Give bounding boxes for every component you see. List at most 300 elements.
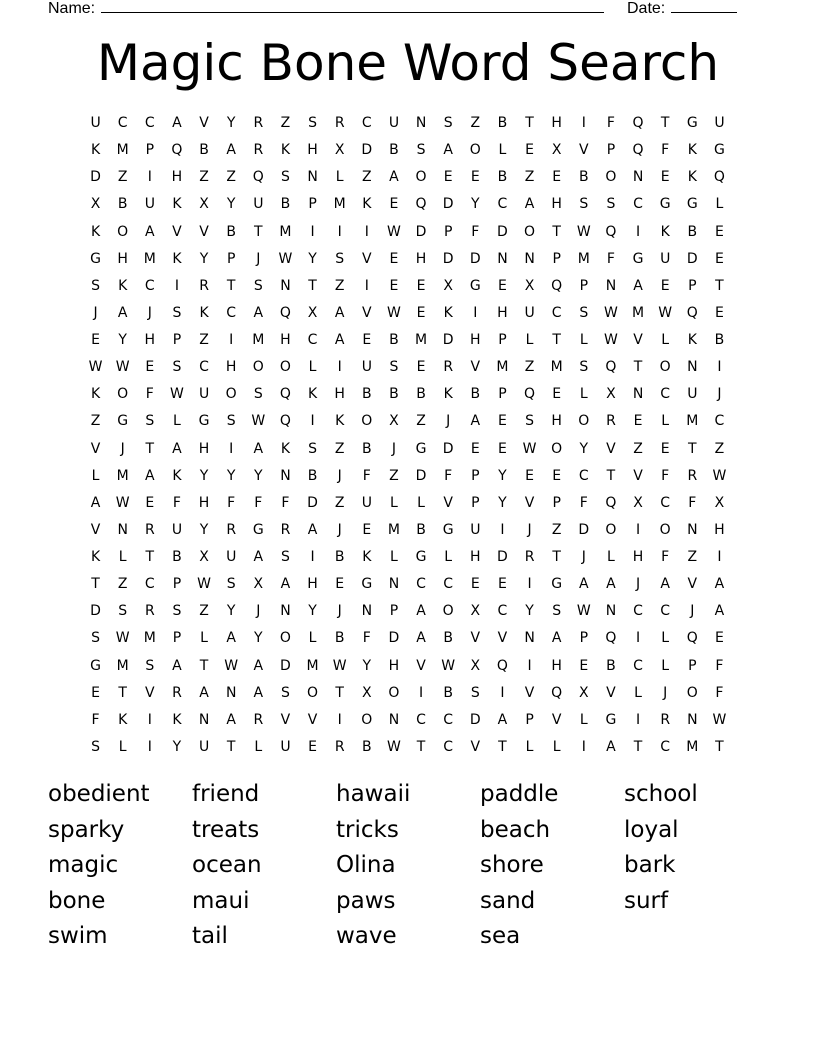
grid-cell[interactable]: Y bbox=[498, 494, 507, 511]
grid-cell[interactable]: N bbox=[280, 603, 291, 620]
grid-cell[interactable]: V bbox=[362, 304, 372, 321]
grid-cell[interactable]: T bbox=[199, 657, 209, 674]
grid-cell[interactable]: E bbox=[416, 359, 426, 376]
grid-cell[interactable]: D bbox=[469, 711, 481, 728]
grid-cell[interactable]: E bbox=[498, 440, 507, 457]
grid-cell[interactable]: A bbox=[470, 413, 481, 430]
grid-cell[interactable]: T bbox=[335, 684, 344, 701]
grid-cell[interactable]: W bbox=[115, 494, 130, 511]
grid-cell[interactable]: D bbox=[497, 549, 508, 565]
grid-cell[interactable]: I bbox=[717, 359, 722, 376]
grid-cell[interactable]: B bbox=[606, 657, 616, 674]
grid-cell[interactable]: A bbox=[280, 576, 291, 593]
grid-cell[interactable]: N bbox=[687, 359, 698, 376]
grid-cell[interactable]: I bbox=[229, 332, 234, 348]
grid-cell[interactable]: I bbox=[635, 223, 641, 240]
grid-cell[interactable]: Z bbox=[551, 521, 562, 538]
grid-cell[interactable]: K bbox=[172, 250, 182, 267]
grid-cell[interactable]: E bbox=[552, 169, 562, 186]
grid-cell[interactable]: I bbox=[364, 277, 369, 294]
grid-cell[interactable]: E bbox=[470, 169, 480, 186]
grid-cell[interactable]: W bbox=[658, 304, 673, 321]
grid-cell[interactable]: X bbox=[199, 549, 209, 565]
grid-cell[interactable]: R bbox=[524, 549, 535, 565]
grid-cell[interactable]: S bbox=[525, 413, 534, 430]
grid-cell[interactable]: D bbox=[361, 142, 373, 159]
grid-cell[interactable]: I bbox=[717, 549, 722, 565]
grid-cell[interactable]: D bbox=[442, 196, 454, 213]
grid-cell[interactable]: C bbox=[633, 657, 643, 674]
grid-cell[interactable]: U bbox=[660, 250, 671, 267]
grid-cell[interactable]: E bbox=[335, 576, 345, 593]
grid-cell[interactable]: G bbox=[442, 521, 454, 538]
grid-cell[interactable]: E bbox=[633, 413, 643, 430]
grid-cell[interactable]: T bbox=[552, 549, 561, 565]
grid-cell[interactable]: S bbox=[606, 196, 616, 213]
grid-cell[interactable]: Q bbox=[171, 142, 183, 159]
grid-cell[interactable]: Z bbox=[199, 603, 209, 620]
grid-cell[interactable]: A bbox=[660, 576, 670, 593]
grid-cell[interactable]: W bbox=[224, 657, 239, 674]
grid-cell[interactable]: S bbox=[470, 684, 480, 701]
grid-cell[interactable]: U bbox=[361, 494, 372, 511]
grid-cell[interactable]: Q bbox=[279, 413, 291, 430]
grid-cell[interactable]: W bbox=[251, 413, 266, 430]
grid-cell[interactable]: W bbox=[115, 359, 130, 376]
grid-cell[interactable]: P bbox=[606, 142, 616, 159]
grid-cell[interactable]: E bbox=[443, 169, 453, 186]
grid-cell[interactable]: D bbox=[442, 440, 454, 457]
grid-cell[interactable]: N bbox=[632, 386, 644, 403]
grid-cell[interactable]: K bbox=[90, 549, 101, 565]
grid-cell[interactable]: I bbox=[310, 413, 315, 430]
grid-cell[interactable]: Y bbox=[525, 603, 534, 620]
grid-cell[interactable]: T bbox=[715, 277, 724, 294]
grid-cell[interactable]: A bbox=[334, 304, 345, 321]
grid-cell[interactable]: A bbox=[253, 440, 264, 457]
grid-cell[interactable]: T bbox=[498, 738, 507, 755]
grid-cell[interactable]: F bbox=[471, 223, 480, 240]
grid-cell[interactable]: R bbox=[253, 711, 264, 728]
grid-cell[interactable]: M bbox=[333, 196, 346, 213]
grid-cell[interactable]: A bbox=[606, 738, 616, 755]
grid-cell[interactable]: M bbox=[116, 142, 129, 159]
grid-cell[interactable]: H bbox=[388, 657, 400, 674]
grid-cell[interactable]: I bbox=[147, 711, 152, 728]
grid-cell[interactable]: T bbox=[416, 738, 426, 755]
grid-cell[interactable]: X bbox=[307, 304, 318, 321]
grid-cell[interactable]: V bbox=[145, 684, 155, 701]
grid-cell[interactable]: Z bbox=[633, 440, 643, 457]
grid-cell[interactable]: H bbox=[632, 549, 644, 565]
grid-cell[interactable]: P bbox=[389, 603, 399, 620]
grid-cell[interactable]: L bbox=[661, 630, 670, 647]
grid-cell[interactable]: F bbox=[606, 115, 615, 131]
grid-cell[interactable]: F bbox=[579, 494, 588, 511]
grid-cell[interactable]: I bbox=[581, 738, 586, 755]
grid-cell[interactable]: L bbox=[634, 684, 642, 701]
grid-cell[interactable]: C bbox=[660, 603, 671, 620]
grid-cell[interactable]: W bbox=[387, 738, 401, 755]
grid-cell[interactable]: A bbox=[443, 142, 453, 159]
grid-cell[interactable]: L bbox=[552, 738, 561, 755]
grid-cell[interactable]: S bbox=[308, 440, 317, 457]
grid-cell[interactable]: V bbox=[524, 494, 535, 511]
grid-cell[interactable]: J bbox=[337, 467, 342, 484]
grid-cell[interactable]: X bbox=[524, 277, 535, 294]
grid-cell[interactable]: T bbox=[254, 223, 263, 240]
grid-cell[interactable]: A bbox=[226, 142, 236, 159]
grid-cell[interactable]: U bbox=[198, 386, 210, 403]
grid-cell[interactable]: F bbox=[606, 250, 615, 267]
grid-cell[interactable]: S bbox=[280, 684, 290, 701]
grid-cell[interactable]: H bbox=[714, 521, 725, 538]
grid-cell[interactable]: S bbox=[172, 359, 182, 376]
grid-cell[interactable]: H bbox=[225, 359, 237, 376]
grid-cell[interactable]: U bbox=[470, 521, 481, 538]
grid-cell[interactable]: E bbox=[416, 277, 426, 294]
grid-cell[interactable]: S bbox=[253, 386, 263, 403]
grid-cell[interactable]: N bbox=[524, 630, 535, 647]
grid-cell[interactable]: H bbox=[198, 494, 210, 511]
grid-cell[interactable]: J bbox=[717, 386, 722, 403]
grid-cell[interactable]: A bbox=[145, 467, 155, 484]
grid-cell[interactable]: T bbox=[552, 223, 561, 240]
grid-cell[interactable]: Q bbox=[279, 304, 291, 321]
grid-cell[interactable]: Y bbox=[172, 738, 182, 755]
grid-cell[interactable]: R bbox=[144, 603, 155, 620]
grid-cell[interactable]: I bbox=[310, 549, 315, 565]
grid-cell[interactable]: B bbox=[362, 440, 372, 457]
grid-cell[interactable]: K bbox=[443, 386, 453, 403]
grid-cell[interactable]: A bbox=[714, 603, 725, 620]
grid-cell[interactable]: E bbox=[525, 142, 534, 159]
grid-cell[interactable]: V bbox=[606, 440, 616, 457]
grid-cell[interactable]: X bbox=[199, 196, 209, 213]
grid-cell[interactable]: Q bbox=[279, 386, 291, 403]
grid-cell[interactable]: E bbox=[552, 386, 562, 403]
grid-cell[interactable]: N bbox=[388, 711, 400, 728]
grid-cell[interactable]: Z bbox=[524, 359, 535, 376]
grid-cell[interactable]: T bbox=[118, 684, 127, 701]
grid-cell[interactable]: E bbox=[525, 467, 534, 484]
grid-cell[interactable]: M bbox=[577, 250, 590, 267]
grid-cell[interactable]: V bbox=[687, 576, 698, 593]
grid-cell[interactable]: O bbox=[469, 142, 481, 159]
grid-cell[interactable]: B bbox=[416, 386, 426, 403]
grid-cell[interactable]: Y bbox=[308, 603, 317, 620]
grid-cell[interactable]: N bbox=[280, 277, 291, 294]
grid-cell[interactable]: H bbox=[307, 142, 318, 159]
grid-cell[interactable]: E bbox=[498, 576, 507, 593]
grid-cell[interactable]: N bbox=[198, 711, 210, 728]
grid-cell[interactable]: H bbox=[415, 250, 427, 267]
grid-cell[interactable]: M bbox=[116, 467, 129, 484]
grid-cell[interactable]: Q bbox=[632, 142, 644, 159]
grid-cell[interactable]: M bbox=[116, 657, 129, 674]
grid-cell[interactable]: N bbox=[632, 169, 644, 186]
grid-cell[interactable]: K bbox=[335, 413, 345, 430]
grid-cell[interactable]: Z bbox=[334, 440, 345, 457]
grid-cell[interactable]: W bbox=[197, 576, 211, 593]
grid-cell[interactable]: B bbox=[497, 115, 508, 131]
grid-cell[interactable]: E bbox=[715, 223, 724, 240]
grid-cell[interactable]: P bbox=[579, 277, 589, 294]
grid-cell[interactable]: Y bbox=[308, 250, 317, 267]
grid-cell[interactable]: W bbox=[604, 332, 618, 348]
grid-cell[interactable]: K bbox=[172, 711, 182, 728]
grid-cell[interactable]: G bbox=[361, 576, 373, 593]
grid-cell[interactable]: A bbox=[226, 630, 236, 647]
grid-cell[interactable]: B bbox=[416, 521, 426, 538]
grid-cell[interactable]: L bbox=[661, 332, 670, 348]
grid-cell[interactable]: U bbox=[388, 115, 400, 131]
grid-cell[interactable]: H bbox=[198, 440, 210, 457]
grid-cell[interactable]: C bbox=[361, 115, 372, 131]
grid-cell[interactable]: J bbox=[256, 603, 261, 620]
grid-cell[interactable]: O bbox=[605, 521, 617, 538]
grid-cell[interactable]: Z bbox=[117, 169, 128, 186]
grid-cell[interactable]: F bbox=[362, 467, 371, 484]
grid-cell[interactable]: L bbox=[607, 549, 615, 565]
grid-cell[interactable]: I bbox=[418, 684, 424, 701]
grid-cell[interactable]: R bbox=[199, 277, 209, 294]
grid-cell[interactable]: B bbox=[334, 630, 345, 647]
grid-cell[interactable]: Z bbox=[226, 169, 236, 186]
grid-cell[interactable]: B bbox=[443, 630, 453, 647]
grid-cell[interactable]: U bbox=[144, 196, 155, 213]
grid-cell[interactable]: C bbox=[633, 603, 643, 620]
grid-cell[interactable]: L bbox=[661, 413, 670, 430]
grid-cell[interactable]: K bbox=[118, 277, 128, 294]
grid-cell[interactable]: J bbox=[337, 603, 342, 620]
grid-cell[interactable]: H bbox=[470, 332, 481, 348]
grid-cell[interactable]: O bbox=[279, 630, 291, 647]
grid-cell[interactable]: P bbox=[443, 223, 453, 240]
grid-cell[interactable]: G bbox=[659, 196, 671, 213]
name-blank-line[interactable] bbox=[101, 0, 604, 13]
grid-cell[interactable]: X bbox=[551, 142, 562, 159]
grid-cell[interactable]: B bbox=[579, 169, 589, 186]
grid-cell[interactable]: G bbox=[686, 115, 698, 131]
grid-cell[interactable]: I bbox=[337, 711, 342, 728]
grid-cell[interactable]: T bbox=[525, 115, 534, 131]
grid-cell[interactable]: R bbox=[660, 711, 671, 728]
grid-cell[interactable]: C bbox=[144, 576, 155, 593]
grid-cell[interactable]: D bbox=[497, 223, 508, 240]
grid-cell[interactable]: Z bbox=[524, 169, 535, 186]
grid-cell[interactable]: M bbox=[279, 223, 292, 240]
grid-cell[interactable]: V bbox=[280, 711, 291, 728]
grid-cell[interactable]: D bbox=[90, 603, 101, 620]
grid-cell[interactable]: V bbox=[362, 250, 372, 267]
grid-cell[interactable]: P bbox=[579, 630, 589, 647]
grid-cell[interactable]: V bbox=[470, 738, 481, 755]
grid-cell[interactable]: Z bbox=[389, 467, 399, 484]
grid-cell[interactable]: L bbox=[118, 738, 127, 755]
grid-cell[interactable]: E bbox=[91, 684, 100, 701]
grid-cell[interactable]: C bbox=[497, 196, 508, 213]
grid-cell[interactable]: Q bbox=[632, 115, 644, 131]
grid-cell[interactable]: X bbox=[606, 386, 616, 403]
grid-cell[interactable]: D bbox=[280, 657, 291, 674]
grid-cell[interactable]: G bbox=[90, 657, 101, 674]
grid-cell[interactable]: S bbox=[579, 196, 589, 213]
grid-cell[interactable]: P bbox=[226, 250, 236, 267]
grid-cell[interactable]: I bbox=[500, 684, 505, 701]
grid-cell[interactable]: W bbox=[387, 223, 401, 240]
grid-cell[interactable]: H bbox=[497, 304, 508, 321]
grid-cell[interactable]: B bbox=[497, 169, 508, 186]
grid-cell[interactable]: T bbox=[226, 277, 236, 294]
grid-cell[interactable]: N bbox=[605, 603, 617, 620]
grid-cell[interactable]: S bbox=[226, 576, 236, 593]
grid-cell[interactable]: A bbox=[117, 304, 128, 321]
grid-cell[interactable]: U bbox=[171, 521, 183, 538]
grid-cell[interactable]: J bbox=[256, 250, 261, 267]
grid-cell[interactable]: H bbox=[280, 332, 291, 348]
grid-cell[interactable]: G bbox=[198, 413, 210, 430]
grid-cell[interactable]: G bbox=[90, 250, 101, 267]
grid-cell[interactable]: J bbox=[690, 603, 695, 620]
grid-cell[interactable]: B bbox=[362, 738, 372, 755]
grid-cell[interactable]: C bbox=[714, 413, 725, 430]
grid-cell[interactable]: E bbox=[579, 657, 589, 674]
grid-cell[interactable]: E bbox=[362, 332, 372, 348]
grid-cell[interactable]: A bbox=[524, 196, 535, 213]
grid-cell[interactable]: Z bbox=[362, 169, 372, 186]
grid-cell[interactable]: G bbox=[632, 250, 644, 267]
grid-cell[interactable]: W bbox=[441, 657, 456, 674]
grid-cell[interactable]: D bbox=[90, 169, 101, 186]
grid-cell[interactable]: K bbox=[90, 386, 101, 403]
grid-cell[interactable]: O bbox=[388, 684, 400, 701]
grid-cell[interactable]: K bbox=[307, 386, 318, 403]
grid-cell[interactable]: F bbox=[661, 549, 670, 565]
grid-cell[interactable]: B bbox=[334, 549, 345, 565]
grid-cell[interactable]: A bbox=[497, 711, 508, 728]
grid-cell[interactable]: L bbox=[390, 494, 398, 511]
grid-cell[interactable]: L bbox=[417, 494, 425, 511]
grid-cell[interactable]: Q bbox=[605, 494, 617, 511]
grid-cell[interactable]: N bbox=[280, 467, 291, 484]
grid-cell[interactable]: A bbox=[633, 277, 643, 294]
grid-cell[interactable]: N bbox=[307, 169, 318, 186]
grid-cell[interactable]: H bbox=[551, 115, 562, 131]
grid-cell[interactable]: M bbox=[252, 332, 265, 348]
grid-cell[interactable]: E bbox=[91, 332, 100, 348]
grid-cell[interactable]: K bbox=[362, 196, 372, 213]
grid-cell[interactable]: O bbox=[605, 169, 617, 186]
grid-cell[interactable]: E bbox=[145, 494, 155, 511]
grid-cell[interactable]: Q bbox=[713, 169, 725, 186]
grid-cell[interactable]: F bbox=[227, 494, 236, 511]
date-blank-line[interactable] bbox=[671, 0, 737, 13]
grid-cell[interactable]: L bbox=[91, 467, 100, 484]
grid-cell[interactable]: A bbox=[145, 223, 155, 240]
grid-cell[interactable]: D bbox=[442, 332, 454, 348]
grid-cell[interactable]: P bbox=[145, 142, 155, 159]
grid-cell[interactable]: X bbox=[90, 196, 101, 213]
grid-cell[interactable]: P bbox=[552, 250, 561, 267]
grid-cell[interactable]: F bbox=[661, 142, 670, 159]
grid-cell[interactable]: I bbox=[310, 223, 315, 240]
grid-cell[interactable]: D bbox=[469, 250, 481, 267]
grid-cell[interactable]: Y bbox=[579, 440, 589, 457]
grid-cell[interactable]: H bbox=[171, 169, 183, 186]
grid-cell[interactable]: S bbox=[416, 142, 426, 159]
grid-cell[interactable]: A bbox=[334, 332, 345, 348]
grid-cell[interactable]: R bbox=[226, 521, 237, 538]
grid-cell[interactable]: O bbox=[307, 684, 319, 701]
grid-cell[interactable]: A bbox=[172, 115, 182, 131]
grid-cell[interactable]: P bbox=[172, 630, 182, 647]
grid-cell[interactable]: E bbox=[389, 250, 399, 267]
grid-cell[interactable]: X bbox=[253, 576, 264, 593]
grid-cell[interactable]: W bbox=[115, 630, 130, 647]
grid-cell[interactable]: F bbox=[254, 494, 263, 511]
grid-cell[interactable]: V bbox=[199, 223, 209, 240]
grid-cell[interactable]: J bbox=[337, 521, 342, 538]
grid-cell[interactable]: L bbox=[579, 386, 588, 403]
grid-cell[interactable]: I bbox=[581, 115, 586, 131]
grid-cell[interactable]: K bbox=[280, 440, 291, 457]
grid-cell[interactable]: K bbox=[118, 711, 128, 728]
grid-cell[interactable]: B bbox=[470, 386, 481, 403]
grid-cell[interactable]: O bbox=[252, 359, 264, 376]
grid-cell[interactable]: O bbox=[524, 223, 536, 240]
grid-cell[interactable]: X bbox=[633, 494, 643, 511]
grid-cell[interactable]: R bbox=[334, 738, 345, 755]
grid-cell[interactable]: L bbox=[118, 549, 127, 565]
grid-cell[interactable]: C bbox=[660, 738, 671, 755]
grid-cell[interactable]: T bbox=[552, 332, 561, 348]
grid-cell[interactable]: C bbox=[443, 738, 454, 755]
grid-cell[interactable]: L bbox=[498, 142, 507, 159]
grid-cell[interactable]: W bbox=[712, 467, 727, 484]
grid-cell[interactable]: O bbox=[659, 521, 671, 538]
grid-cell[interactable]: W bbox=[604, 304, 618, 321]
grid-cell[interactable]: V bbox=[90, 440, 101, 457]
grid-cell[interactable]: E bbox=[498, 413, 507, 430]
grid-cell[interactable]: A bbox=[172, 440, 182, 457]
grid-cell[interactable]: X bbox=[579, 684, 589, 701]
grid-cell[interactable]: O bbox=[659, 359, 671, 376]
grid-cell[interactable]: L bbox=[579, 711, 588, 728]
grid-cell[interactable]: B bbox=[117, 196, 128, 213]
grid-cell[interactable]: K bbox=[687, 169, 697, 186]
grid-cell[interactable]: X bbox=[470, 657, 481, 674]
grid-cell[interactable]: Z bbox=[90, 413, 101, 430]
grid-cell[interactable]: C bbox=[443, 711, 454, 728]
grid-cell[interactable]: T bbox=[606, 467, 616, 484]
grid-cell[interactable]: X bbox=[389, 413, 399, 430]
grid-cell[interactable]: T bbox=[145, 549, 155, 565]
grid-cell[interactable]: V bbox=[416, 657, 426, 674]
grid-cell[interactable]: F bbox=[362, 630, 371, 647]
grid-cell[interactable]: R bbox=[280, 521, 291, 538]
grid-cell[interactable]: E bbox=[362, 521, 372, 538]
grid-cell[interactable]: Q bbox=[686, 630, 698, 647]
grid-cell[interactable]: K bbox=[172, 196, 182, 213]
grid-cell[interactable]: N bbox=[687, 711, 698, 728]
grid-cell[interactable]: G bbox=[469, 277, 481, 294]
grid-cell[interactable]: E bbox=[498, 277, 507, 294]
grid-cell[interactable]: E bbox=[660, 169, 670, 186]
grid-cell[interactable]: C bbox=[226, 304, 237, 321]
grid-cell[interactable]: O bbox=[279, 359, 291, 376]
grid-cell[interactable]: G bbox=[415, 440, 427, 457]
